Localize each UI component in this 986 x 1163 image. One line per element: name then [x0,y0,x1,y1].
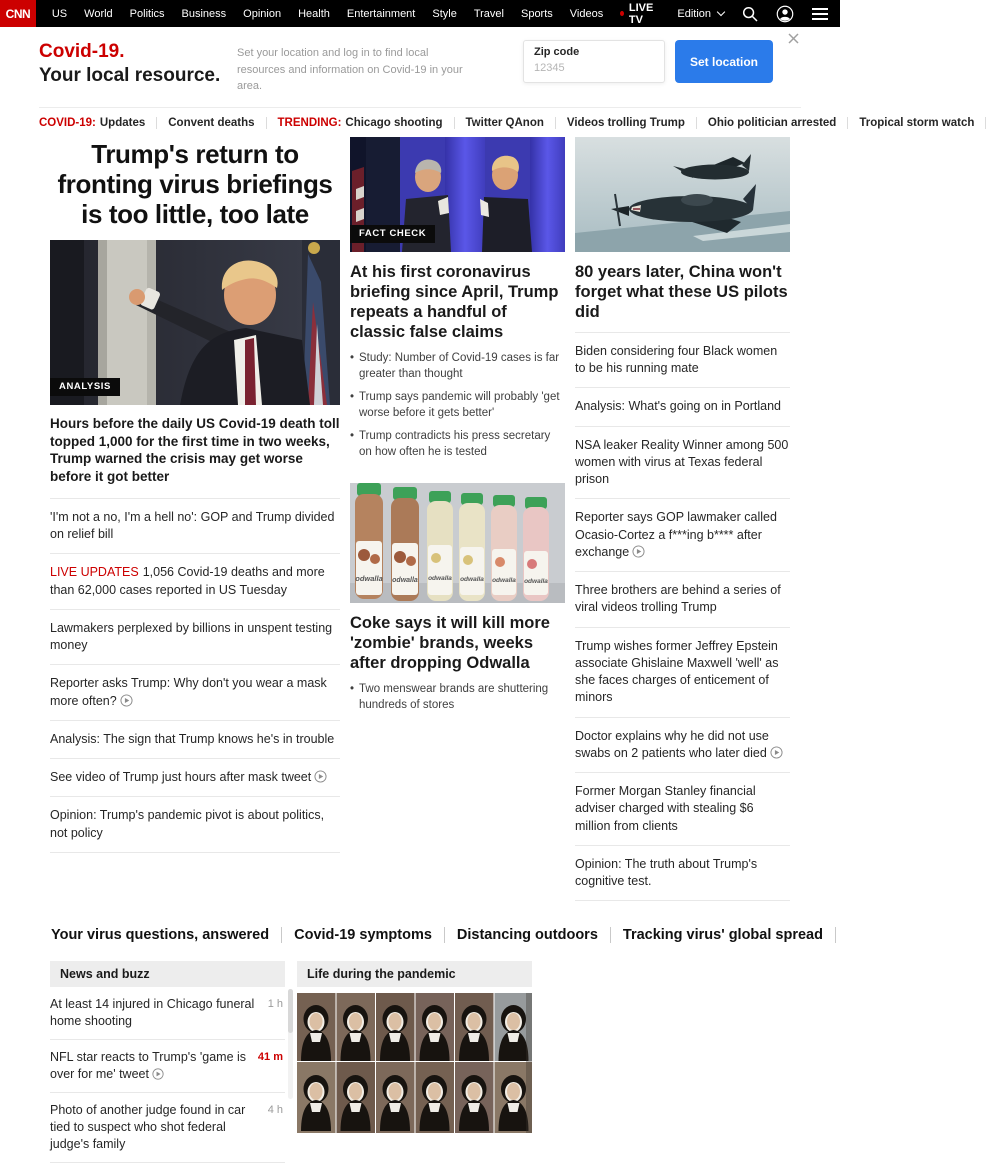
live-updates-label: LIVE UPDATES [50,565,139,580]
virus-link-symptoms[interactable]: Covid-19 symptoms [282,927,445,943]
ticker-item-ohio-politician[interactable]: Ohio politician arrested [708,117,848,129]
lead-image[interactable] [50,240,340,405]
nav-item-health[interactable]: Health [298,7,330,20]
bottom-panels [50,961,790,1162]
panel-scrollbar[interactable] [288,989,293,1099]
story-link-live-updates[interactable]: LIVE UPDATES 1,056 Covid-19 deaths and more than 62,000 cases reported in US Tuesday [50,554,340,610]
middle-column [350,137,565,902]
virus-link-tracking[interactable]: Tracking virus' global spread [611,927,836,943]
fact-check-headline[interactable]: At his first coronavirus briefing since April, Trump repeats a handful of classic false claims [350,262,559,341]
account-icon [776,5,794,23]
bullet-link[interactable]: • Two menswear brands are shuttering hundreds of stores [350,681,565,713]
story-link[interactable]: Analysis: What's going on in Portland [575,388,790,426]
set-location-button[interactable]: Set location [675,40,773,83]
chevron-down-icon [717,8,725,16]
china-pilots-image[interactable] [575,137,790,252]
nav-item-style[interactable]: Style [432,7,457,20]
virus-link-distancing[interactable]: Distancing outdoors [445,927,611,943]
fact-check-bullets [350,350,565,461]
story-link[interactable]: Opinion: Trump's pandemic pivot is about politics, not policy [50,797,340,853]
story-link[interactable]: See video of Trump just hours after mask tweet [50,759,340,797]
bullet-link[interactable]: • Trump says pandemic will probably 'get worse before it gets better' [350,389,565,421]
top-nav [0,0,840,27]
right-column [575,137,790,902]
analysis-badge: ANALYSIS [50,378,120,396]
cnn-logo[interactable]: CNN [0,0,36,27]
ticker-item-covid-updates[interactable]: COVID-19: Updates [39,117,157,129]
edition-dropdown[interactable]: Edition [677,8,724,20]
story-link[interactable]: Reporter says GOP lawmaker called Ocasio-Cortez a f***ing b**** after exchange [575,499,790,572]
lead-summary[interactable]: Hours before the daily US Covid-19 death toll topped 1,000 for the first time in two weeks, Trump warned the crisis may get worse before it got better [50,405,340,499]
play-icon [314,770,327,783]
nav-item-politics[interactable]: Politics [129,7,165,20]
ticker-item-convent-deaths[interactable]: Convent deaths [168,117,266,129]
play-icon [632,545,645,558]
buzz-item[interactable]: At least 14 injured in Chicago funeral home shooting 1 h [50,987,285,1040]
story-link[interactable]: Biden considering four Black women to be his running mate [575,333,790,389]
play-icon [120,694,133,707]
nav-item-opinion[interactable]: Opinion [243,7,282,20]
story-link[interactable]: Former Morgan Stanley financial adviser charged with stealing $6 million from clients [575,773,790,846]
ticker-item-videos-trolling[interactable]: Videos trolling Trump [567,117,697,129]
main-content [50,137,790,902]
banner-description: Set your location and log in to find local resources and information on Covid-19 in your area. [237,47,463,92]
story-link[interactable]: NSA leaker Reality Winner among 500 women with virus at Texas federal prison [575,427,790,500]
china-headline[interactable]: 80 years later, China won't forget what these US pilots did [575,262,790,333]
account-button[interactable] [776,5,794,23]
coke-story [350,483,565,714]
bullet-link[interactable]: • Trump contradicts his press secretary on how often he is tested [350,428,565,460]
banner-title [39,40,237,89]
nav-item-travel[interactable]: Travel [473,7,504,20]
nav-item-videos[interactable]: Videos [569,7,604,20]
lead-column [50,137,340,902]
menu-icon[interactable] [812,8,828,20]
news-and-buzz-header: News and buzz [50,961,285,987]
svg-text:odwalla: odwalla [460,575,484,583]
svg-text:odwalla: odwalla [392,576,418,584]
story-link[interactable]: Analysis: The sign that Trump knows he's in trouble [50,721,340,759]
buzz-item[interactable]: NFL star reacts to Trump's 'game is over for me' tweet 41 m [50,1040,285,1093]
lead-headline[interactable]: Trump's return to fronting virus briefings is too little, too late [57,138,333,230]
virus-links-bar [39,927,823,944]
timestamp: 4 h [267,1103,283,1116]
zip-code-field[interactable] [523,40,665,83]
ticker-item-tropical-storm[interactable]: Tropical storm watch [859,117,986,129]
right-story-list [575,333,790,902]
nav-item-us[interactable]: US [51,7,68,20]
live-dot-icon [620,11,624,16]
nuns-grid-photo [297,993,532,1133]
ticker-item-twitter-qanon[interactable]: Twitter QAnon [466,117,556,129]
nav-item-business[interactable]: Business [181,7,227,20]
play-icon [770,746,783,759]
breaking-ticker [39,116,975,129]
nav-item-entertainment[interactable]: Entertainment [346,7,416,20]
live-tv-button[interactable]: LIVE TV [620,2,659,26]
close-banner-button[interactable] [788,31,799,49]
ticker-trending-label: TRENDING: [277,116,342,129]
zip-code-label: Zip code [533,46,580,58]
svg-text:odwalla: odwalla [355,573,383,583]
svg-text:odwalla: odwalla [524,577,548,585]
coke-headline[interactable]: Coke says it will kill more 'zombie' brands, weeks after dropping Odwalla [350,613,550,672]
story-link[interactable]: Reporter asks Trump: Why don't you wear a mask more often? [50,665,340,721]
virus-link-questions[interactable]: Your virus questions, answered [39,927,282,943]
pandemic-image[interactable] [297,993,532,1133]
news-and-buzz-panel [50,961,285,1162]
nav-item-world[interactable]: World [84,7,113,20]
play-icon [152,1068,164,1080]
odwalla-image[interactable] [350,483,565,603]
story-link[interactable]: Doctor explains why he did not use swabs on 2 patients who later died [575,718,790,774]
nav-item-sports[interactable]: Sports [520,7,553,20]
story-link[interactable]: Three brothers are behind a series of viral videos trolling Trump [575,572,790,628]
odwalla-bottles-photo [350,483,565,603]
timestamp-hot: 41 m [257,1051,283,1064]
pandemic-panel [297,961,532,1162]
pandemic-header: Life during the pandemic [297,961,532,987]
ww2-planes-photo [575,137,790,252]
story-link[interactable]: Lawmakers perplexed by billions in unspent testing money [50,610,340,666]
fact-check-image[interactable] [350,137,565,252]
story-link[interactable]: Trump wishes former Jeffrey Epstein associate Ghislaine Maxwell 'well' as she faces charges of enticement of minors [575,628,790,718]
covid-banner [39,27,801,108]
search-icon [742,6,758,22]
search-button[interactable] [742,6,758,22]
bullet-link[interactable]: • Study: Number of Covid-19 cases is far greater than thought [350,350,565,382]
banner-title-covid: Covid-19. [39,41,125,62]
close-icon [788,33,799,44]
ticker-covid-label: COVID-19: [39,116,96,129]
fact-check-badge: FACT CHECK [350,225,435,243]
story-link[interactable]: 'I'm not a no, I'm a hell no': GOP and Trump divided on relief bill [50,499,340,555]
timestamp: 1 h [267,998,283,1011]
ticker-item-chicago-shooting[interactable]: TRENDING: Chicago shooting [278,117,455,129]
scrollbar-thumb[interactable] [288,989,293,1033]
story-link[interactable]: Opinion: The truth about Trump's cognitive test. [575,846,790,902]
buzz-item[interactable]: Photo of another judge found in car tied to suspect who shot federal judge's family 4 h [50,1093,285,1163]
lead-story-list [50,499,340,853]
zip-code-input[interactable] [534,62,654,74]
banner-title-resource: Your local resource. [39,65,221,87]
svg-text:odwalla: odwalla [492,576,516,584]
svg-text:odwalla: odwalla [428,574,452,582]
